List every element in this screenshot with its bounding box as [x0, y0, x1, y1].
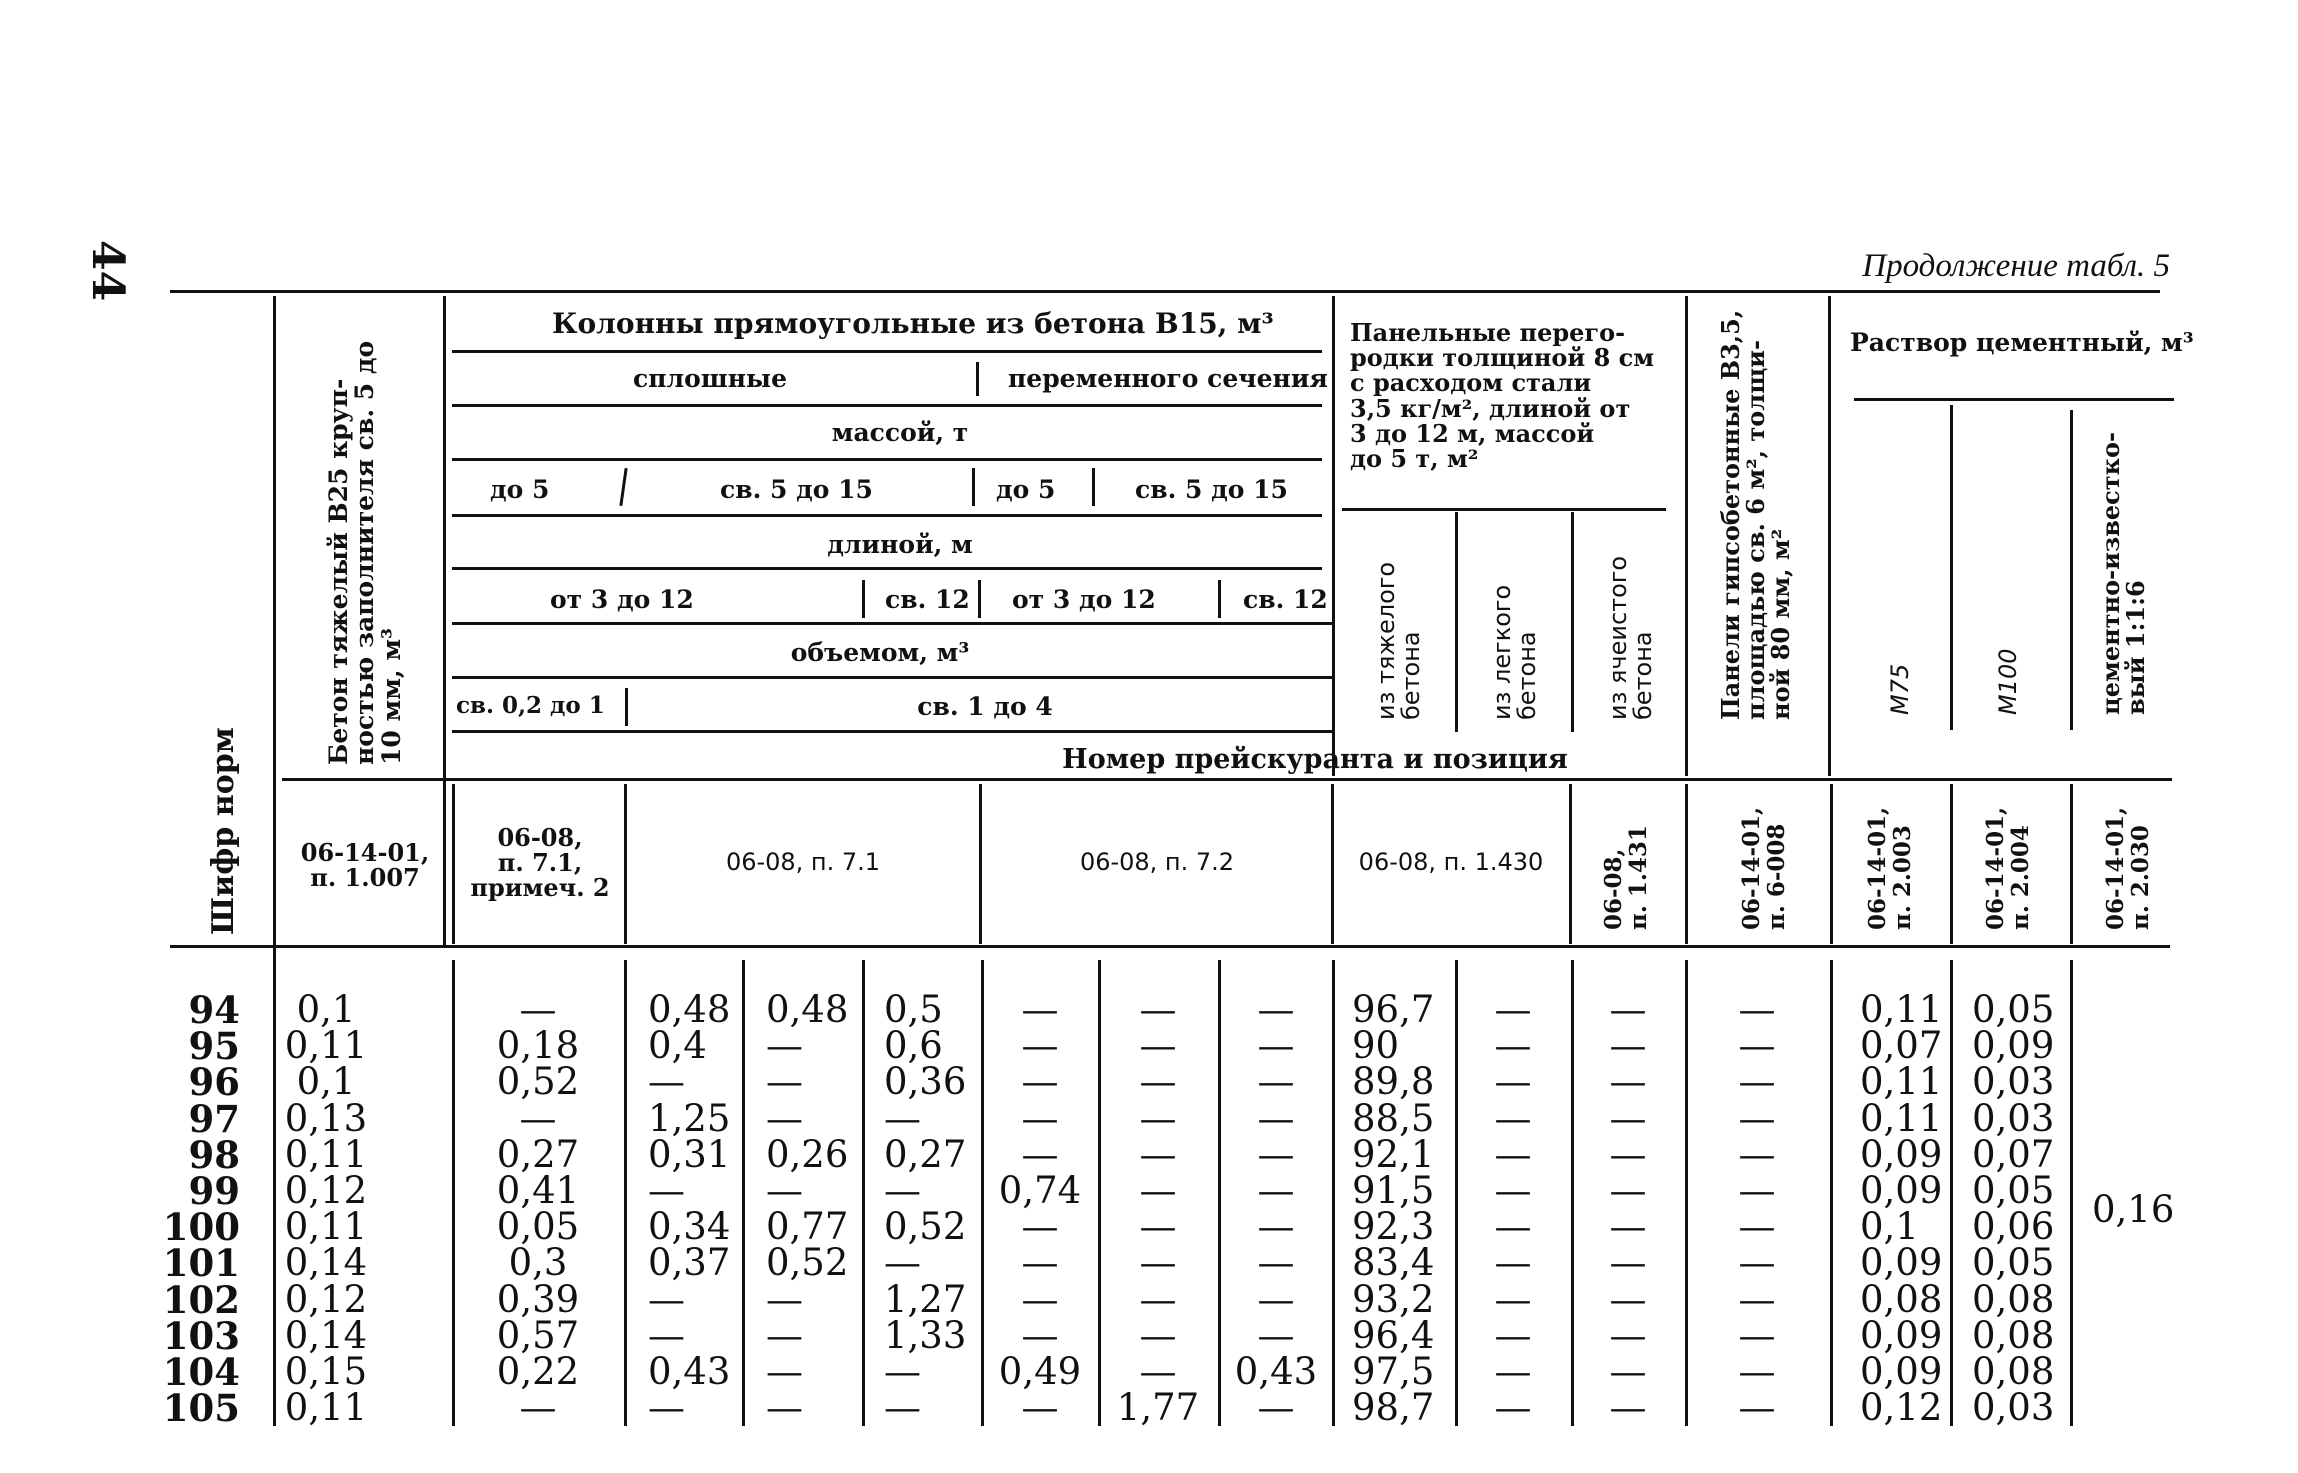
table-cell: 0,11 — [1860, 988, 1943, 1031]
table-cell: 0,48 — [766, 988, 849, 1031]
table-cell: 83,4 — [1352, 1241, 1435, 1285]
table-cell: 92,1 — [1352, 1132, 1435, 1176]
table-cell: — — [1738, 1060, 1776, 1104]
table-cell: — — [766, 1350, 803, 1393]
header-volume: объемом, м³ — [790, 638, 970, 667]
table-cell: 0,08 — [1972, 1277, 2055, 1321]
vline-panels-2 — [1571, 512, 1574, 732]
rule-length — [452, 567, 1322, 570]
sep-len-1 — [862, 580, 865, 618]
table-cell: 0,07 — [1972, 1132, 2055, 1176]
vline-gypsum-end — [1828, 296, 1831, 776]
row-code: 104 — [162, 1350, 240, 1394]
header-vol-1-4: св. 1 до 4 — [917, 692, 1053, 721]
header-code-label: Шифр норм — [206, 727, 241, 935]
sep-mass-1 — [619, 468, 627, 506]
row-code: 99 — [188, 1169, 240, 1213]
code-10: 06-14-01, п. 2.030 — [2102, 806, 2154, 930]
code-8: 06-14-01, п. 2.003 — [1864, 806, 1916, 930]
vline-code — [273, 296, 276, 1426]
table-cell: 0,37 — [648, 1241, 731, 1285]
table-cell: 92,3 — [1352, 1205, 1435, 1249]
table-cell: 0,27 — [496, 1132, 580, 1176]
row-code: 100 — [162, 1205, 240, 1250]
vline-code-9 — [2070, 784, 2073, 944]
table-cell: — — [1738, 988, 1776, 1031]
table-cell: — — [1609, 1205, 1647, 1249]
table-cell: 0,1 — [296, 1060, 356, 1104]
table-cell: — — [1738, 1241, 1776, 1285]
table-cell: — — [1139, 1024, 1177, 1068]
rule-panels-sub — [1342, 508, 1666, 511]
table-cell: 0,06 — [1972, 1205, 2055, 1249]
table-cell: — — [1021, 1313, 1059, 1357]
table-cell: 0,03 — [1972, 1060, 2055, 1104]
rule-length-sub — [452, 622, 1332, 625]
table-cell: — — [648, 1313, 685, 1357]
header-panels-heavy: из тяжелого бетона — [1372, 561, 1426, 720]
table-cell: — — [1738, 1277, 1776, 1321]
table-cell: 0,13 — [284, 1096, 368, 1140]
table-cell: 0,15 — [284, 1350, 368, 1393]
table-cell: 0,34 — [648, 1205, 731, 1249]
table-cell: — — [648, 1169, 685, 1212]
table-cell: — — [884, 1241, 921, 1285]
table-cell: 0,09 — [1860, 1313, 1943, 1357]
table-cell: 0,05 — [1972, 988, 2055, 1031]
table-cell: 0,05 — [1972, 1241, 2055, 1285]
table-cell: 0,49 — [998, 1350, 1082, 1393]
vline-body-14 — [2070, 960, 2073, 1426]
code-6: 06-08, п. 1.431 — [1600, 825, 1652, 930]
page-number: 44 — [82, 240, 133, 302]
table-cell: 0,09 — [1860, 1169, 1943, 1212]
sep-mass-3 — [1092, 468, 1095, 506]
table-cell: — — [1021, 1060, 1059, 1104]
header-mortar-m100: М100 — [1994, 648, 2022, 715]
header-mass-5-15-a: св. 5 до 15 — [720, 475, 873, 504]
table-cell: — — [1257, 1096, 1295, 1140]
code-1: 06-14-01, п. 1.007 — [300, 838, 430, 893]
table-cell: — — [519, 1386, 557, 1430]
table-cell: — — [1494, 1169, 1532, 1212]
lime-mortar-value: 0,16 — [2092, 1188, 2175, 1231]
table-cell: 0,05 — [1972, 1169, 2055, 1212]
table-cell: — — [648, 1277, 685, 1321]
table-cell: — — [884, 1096, 921, 1140]
table-cell: — — [766, 1386, 803, 1430]
header-panels-title: Панельные перего- родки толщиной 8 см с расходом стали 3,5 кг/м², длиной от 3 до 12 м, массой до 5 т, м² — [1350, 318, 1655, 473]
header-vol-02-1: св. 0,2 до 1 — [456, 692, 605, 719]
table-cell: 0,09 — [1860, 1350, 1943, 1393]
table-cell: 0,03 — [1972, 1096, 2055, 1140]
table-cell: — — [1139, 1313, 1177, 1357]
table-cell: — — [1139, 988, 1177, 1031]
table-cell: 0,1 — [1860, 1205, 1919, 1249]
table-cell: — — [1609, 988, 1647, 1031]
table-cell: 0,11 — [284, 1024, 368, 1068]
header-columns-title: Колонны прямоугольные из бетона В15, м³ — [552, 307, 1274, 340]
table-cell: 97,5 — [1352, 1350, 1435, 1393]
table-cell: — — [1257, 1024, 1295, 1068]
table-cell: — — [884, 1386, 921, 1430]
vline-body-6 — [1098, 960, 1101, 1426]
table-cell: — — [884, 1350, 921, 1393]
table-cell: — — [1609, 1313, 1647, 1357]
vline-body-13 — [1950, 960, 1953, 1426]
codes-top-rule — [282, 778, 2172, 781]
table-cell: — — [1257, 1060, 1295, 1104]
table-cell: 0,14 — [284, 1313, 368, 1357]
table-cell: — — [1257, 1169, 1295, 1212]
table-cell: — — [1021, 1386, 1059, 1430]
table-cell: 0,39 — [496, 1277, 580, 1321]
vline-code-8 — [1950, 784, 1953, 944]
vline-columns-end — [1332, 296, 1335, 776]
table-cell: — — [1257, 1313, 1295, 1357]
table-cell: — — [1021, 1096, 1059, 1140]
header-len-3-12-b: от 3 до 12 — [1012, 585, 1156, 614]
table-cell: — — [1494, 1096, 1532, 1140]
table-cell: — — [1609, 1060, 1647, 1104]
vline-body-2 — [624, 960, 627, 1426]
row-code: 97 — [188, 1096, 240, 1141]
table-cell: — — [1738, 1096, 1776, 1140]
row-code: 105 — [162, 1386, 240, 1431]
row-code: 96 — [188, 1060, 240, 1105]
table-cell: 0,77 — [766, 1205, 849, 1249]
vline-body-5 — [981, 960, 984, 1426]
vline-body-11 — [1685, 960, 1688, 1426]
table-cell: — — [1609, 1350, 1647, 1393]
header-mass-to5-b: до 5 — [996, 475, 1056, 504]
vline-panels-1 — [1455, 512, 1458, 732]
rule-volume — [452, 676, 1332, 679]
table-cell: 0,36 — [884, 1060, 967, 1104]
table-cell: — — [1139, 1096, 1177, 1140]
table-cell: 1,33 — [884, 1313, 967, 1357]
rule-mass — [452, 458, 1322, 461]
code-4: 06-08, п. 7.2 — [1079, 848, 1235, 876]
code-7: 06-14-01, п. 6-008 — [1738, 806, 1790, 930]
sep-vol-1 — [625, 688, 628, 726]
table-cell: — — [1738, 1205, 1776, 1249]
table-cell: — — [1494, 1350, 1532, 1393]
table-cell: — — [1609, 1096, 1647, 1140]
table-cell: 0,22 — [496, 1350, 580, 1393]
table-cell: — — [1738, 1350, 1776, 1393]
header-panels-cell: из ячеистого бетона — [1604, 555, 1658, 720]
header-mortar-lime: цементно-известко- вый 1:1:6 — [2096, 432, 2151, 715]
vline-body-10 — [1571, 960, 1574, 1426]
table-cell: — — [1738, 1313, 1776, 1357]
table-cell: 0,07 — [1860, 1024, 1943, 1068]
table-cell: — — [1494, 1205, 1532, 1249]
table-cell: 1,77 — [1116, 1386, 1200, 1430]
table-cell: — — [1257, 1277, 1295, 1321]
header-mortar-m75: М75 — [1886, 663, 1914, 715]
table-cell: 0,12 — [284, 1169, 368, 1212]
table-cell: 0,11 — [1860, 1096, 1943, 1140]
table-cell: — — [1139, 1060, 1177, 1104]
table-cell: — — [1609, 1024, 1647, 1068]
table-cell: 0,52 — [496, 1060, 580, 1104]
table-cell: 0,12 — [1860, 1386, 1943, 1430]
table-cell: 0,11 — [284, 1205, 368, 1249]
rule-volume-sub — [452, 730, 1332, 733]
table-cell: — — [1021, 1277, 1059, 1321]
vline-body-7 — [1218, 960, 1221, 1426]
table-cell: — — [1494, 988, 1532, 1031]
table-cell: 0,03 — [1972, 1386, 2055, 1430]
rule-solid — [452, 404, 1322, 407]
top-rule — [170, 290, 2160, 293]
table-cell: 0,18 — [496, 1024, 580, 1068]
code-3: 06-08, п. 7.1 — [725, 848, 881, 876]
vline-body-8 — [1332, 960, 1335, 1426]
header-len-gt12-a: св. 12 — [885, 585, 970, 614]
code-5: 06-08, п. 1.430 — [1358, 848, 1544, 876]
table-cell: 0,6 — [884, 1024, 943, 1068]
table-cell: 0,41 — [496, 1169, 580, 1212]
table-cell: — — [1738, 1024, 1776, 1068]
table-cell: — — [766, 1277, 803, 1321]
vline-body-1 — [452, 960, 455, 1426]
table-cell: 0,11 — [284, 1386, 368, 1430]
sep-len-3 — [1218, 580, 1221, 618]
table-cell: — — [1021, 988, 1059, 1031]
table-cell: — — [1609, 1132, 1647, 1176]
vline-code-7 — [1830, 784, 1833, 944]
table-cell: — — [766, 1313, 803, 1357]
table-cell: — — [1021, 1241, 1059, 1285]
table-cell: 0,3 — [508, 1241, 568, 1285]
vline-body-12 — [1830, 960, 1833, 1426]
vline-body-9 — [1455, 960, 1458, 1426]
table-cell: — — [648, 1060, 685, 1104]
table-cell: — — [766, 1060, 803, 1104]
table-cell: — — [1609, 1169, 1647, 1212]
table-cell: — — [1257, 1132, 1295, 1176]
table-cell: — — [1257, 1386, 1295, 1430]
table-cell: 0,1 — [296, 988, 356, 1031]
table-cell: 0,12 — [284, 1277, 368, 1321]
table-cell: 0,08 — [1972, 1313, 2055, 1357]
table-cell: 98,7 — [1352, 1386, 1435, 1430]
header-gypsum: Панели гипсобетонные В3,5, площадью св. 6 м², толщи- ной 80 мм, м² — [1716, 309, 1796, 720]
table-cell: 96,4 — [1352, 1313, 1435, 1357]
table-cell: — — [1139, 1132, 1177, 1176]
table-cell: — — [1021, 1205, 1059, 1249]
table-cell: — — [766, 1169, 803, 1212]
table-cell: 0,09 — [1972, 1024, 2055, 1068]
row-code: 101 — [162, 1241, 240, 1286]
sep-len-2 — [978, 580, 981, 618]
table-cell: — — [1139, 1277, 1177, 1321]
table-cell: — — [1139, 1205, 1177, 1249]
table-cell: — — [1609, 1277, 1647, 1321]
table-cell: — — [1494, 1132, 1532, 1176]
row-code: 95 — [188, 1024, 240, 1069]
table-cell: 0,52 — [884, 1205, 967, 1249]
table-cell: — — [766, 1096, 803, 1140]
table-cell: 96,7 — [1352, 988, 1435, 1031]
header-bottom-rule — [170, 945, 2170, 948]
rule-mortar-sub — [1854, 398, 2174, 401]
vline-mortar-1 — [1950, 405, 1953, 730]
table-cell: 0,08 — [1860, 1277, 1943, 1321]
row-code: 103 — [162, 1313, 240, 1358]
table-cell: — — [1494, 1060, 1532, 1104]
vline-code-5 — [1569, 784, 1572, 944]
header-mortar-title: Раствор цементный, м³ — [1850, 328, 2194, 357]
table-cell: 88,5 — [1352, 1096, 1435, 1140]
table-cell: — — [648, 1386, 685, 1430]
table-cell: — — [1257, 1241, 1295, 1285]
table-cell: 0,57 — [496, 1313, 580, 1357]
header-length: длиной, м — [827, 530, 973, 559]
row-code: 94 — [188, 988, 240, 1032]
table-cell: 0,31 — [648, 1132, 731, 1176]
table-cell: 0,5 — [884, 988, 943, 1031]
table-cell: 93,2 — [1352, 1277, 1435, 1321]
table-cell: 91,5 — [1352, 1169, 1435, 1212]
sep-mass-2 — [972, 468, 975, 506]
table-cell: 0,74 — [998, 1169, 1082, 1212]
header-mass-to5-a: до 5 — [490, 475, 550, 504]
table-cell: 89,8 — [1352, 1060, 1435, 1104]
table-cell: 0,05 — [496, 1205, 580, 1249]
table-cell: — — [1738, 1169, 1776, 1212]
header-price-row: Номер прейскуранта и позиция — [1062, 744, 1568, 775]
header-mass: массой, т — [831, 418, 969, 447]
header-len-gt12-b: св. 12 — [1243, 585, 1328, 614]
table-cell: 0,4 — [648, 1024, 707, 1068]
table-cell: 0,11 — [1860, 1060, 1943, 1104]
row-code: 98 — [188, 1132, 240, 1177]
table-cell: — — [1494, 1386, 1532, 1430]
vline-mortar-2 — [2070, 410, 2073, 730]
table-cell: — — [1494, 1313, 1532, 1357]
header-mass-5-15-b: св. 5 до 15 — [1135, 475, 1288, 504]
table-cell: — — [1494, 1024, 1532, 1068]
table-cell: — — [766, 1024, 803, 1068]
vline-code-6 — [1685, 784, 1688, 944]
code-2: 06-08, п. 7.1, примеч. 2 — [470, 823, 610, 903]
header-solid: сплошные — [633, 364, 787, 393]
table-cell: — — [1021, 1024, 1059, 1068]
table-cell: — — [1609, 1386, 1647, 1430]
table-cell: — — [1609, 1241, 1647, 1285]
header-variable: переменного сечения — [1008, 364, 1328, 393]
table-cell: — — [1139, 1169, 1177, 1212]
table-caption: Продолжение табл. 5 — [1862, 248, 2170, 284]
rule-mass-sub — [452, 514, 1322, 517]
table-cell: 0,09 — [1860, 1132, 1943, 1176]
table-cell: 90 — [1352, 1024, 1400, 1068]
table-cell: 0,27 — [884, 1132, 967, 1176]
table-cell: 0,26 — [766, 1132, 849, 1176]
table-cell: — — [884, 1169, 921, 1212]
table-cell: — — [1257, 1205, 1295, 1249]
header-len-3-12-a: от 3 до 12 — [550, 585, 694, 614]
table-cell: 0,14 — [284, 1241, 368, 1285]
table-cell: — — [1139, 1350, 1177, 1393]
table-cell: 1,27 — [884, 1277, 967, 1321]
vline-body-4 — [862, 960, 865, 1426]
header-panels-light: из легкого бетона — [1488, 584, 1542, 720]
table-cell: — — [1494, 1277, 1532, 1321]
table-cell: — — [1257, 988, 1295, 1031]
table-cell: — — [1021, 1132, 1059, 1176]
table-cell: 1,25 — [648, 1096, 731, 1140]
sep-solid-variable — [976, 362, 979, 396]
table-cell: — — [1738, 1132, 1776, 1176]
table-cell: — — [1494, 1241, 1532, 1285]
table-cell: 0,11 — [284, 1132, 368, 1176]
row-code: 102 — [162, 1277, 240, 1322]
vline-body-3 — [742, 960, 745, 1426]
table-cell: 0,08 — [1972, 1350, 2055, 1393]
table-cell: 0,48 — [648, 988, 731, 1031]
table-cell: 0,52 — [766, 1241, 849, 1285]
rule-columns-title — [452, 350, 1322, 353]
table-cell: 0,43 — [1234, 1350, 1318, 1393]
header-concrete-b25: Бетон тяжелый В25 круп- ностью заполнителя св. 5 до 10 мм, м³ — [324, 340, 406, 765]
table-cell: — — [1139, 1241, 1177, 1285]
table-cell: — — [519, 1096, 557, 1140]
table-cell: — — [519, 988, 557, 1031]
table-cell: 0,43 — [648, 1350, 731, 1393]
vline-panels-end — [1685, 296, 1688, 776]
table-cell: — — [1738, 1386, 1776, 1430]
code-9: 06-14-01, п. 2.004 — [1982, 806, 2034, 930]
table-cell: 0,09 — [1860, 1241, 1943, 1285]
